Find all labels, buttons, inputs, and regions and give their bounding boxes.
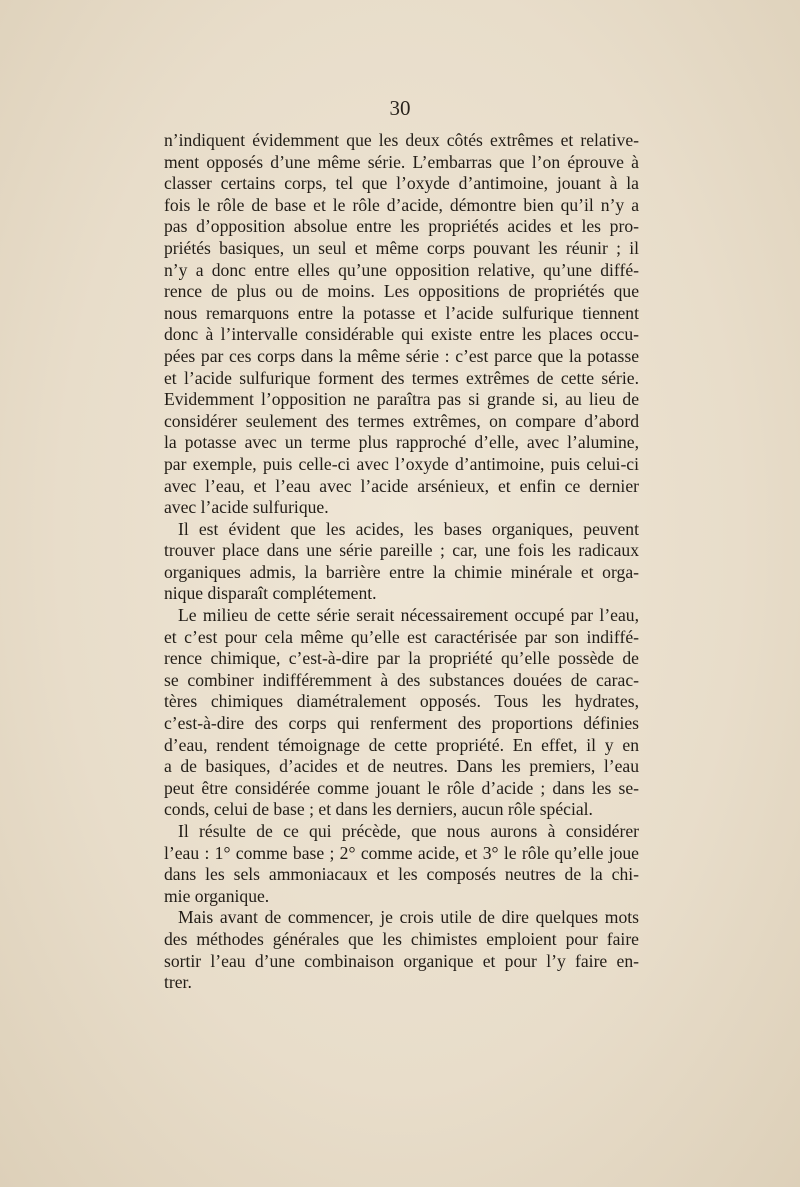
text-line: nique disparaît complétement.: [164, 583, 377, 604]
text-line: rence chimique, c’est-à-dire par la propriété qu’elle possède de: [164, 648, 639, 669]
text-line: pées par ces corps dans la même série : c’est parce que la potasse: [164, 345, 639, 366]
text-line: conds, celui de base ; et dans les derniers, aucun rôle spécial.: [164, 799, 593, 820]
text-line: classer certains corps, tel que l’oxyde d’antimoine, jouant à la: [164, 173, 639, 194]
text-line: trer.: [164, 972, 192, 993]
text-line: ment opposés d’une même série. L’embarras que l’on éprouve à: [164, 151, 639, 172]
text-line: donc à l’intervalle considérable qui existe entre les places occu-: [164, 324, 639, 345]
text-line: priétés basiques, un seul et même corps pouvant les réunir ; il: [164, 237, 639, 258]
text-line: mie organique.: [164, 885, 270, 906]
text-line: tères chimiques diamétralement opposés. Tous les hydrates,: [164, 691, 639, 712]
paragraph: [164, 130, 639, 519]
body-text: [164, 130, 639, 994]
text-line: se combiner indifféremment à des substances douées de carac-: [164, 669, 639, 690]
paragraph: [164, 821, 639, 907]
text-line: rence de plus ou de moins. Les oppositions de propriétés que: [164, 281, 639, 302]
text-line: n’y a donc entre elles qu’une opposition relative, qu’une diffé-: [164, 259, 639, 280]
text-line: d’eau, rendent témoignage de cette propriété. En effet, il y en: [164, 734, 639, 755]
text-line: Mais avant de commencer, je crois utile de dire quelques mots: [178, 907, 639, 928]
text-line: Il résulte de ce qui précède, que nous aurons à considérer: [178, 821, 639, 841]
paragraph: [164, 907, 639, 993]
page-number: 30: [389, 96, 411, 120]
text-line: dans les sels ammoniacaux et les composés neutres de la chi-: [164, 864, 639, 885]
text-line: peut être considérée comme jouant le rôle d’acide ; dans les se-: [164, 777, 639, 798]
text-line: Evidemment l’opposition ne paraîtra pas si grande si, au lieu de: [164, 389, 639, 410]
paragraph: [164, 605, 639, 821]
text-line: n’indiquent évidemment que les deux côtés extrêmes et relative-: [164, 130, 639, 150]
text-line: sortir l’eau d’une combinaison organique et pour l’y faire en-: [164, 950, 639, 971]
text-line: organiques admis, la barrière entre la chimie minérale et orga-: [164, 561, 639, 582]
text-line: l’eau : 1° comme base ; 2° comme acide, et 3° le rôle qu’elle joue: [164, 842, 639, 863]
text-line: Il est évident que les acides, les bases organiques, peuvent: [178, 518, 639, 539]
text-line: des méthodes générales que les chimistes emploient pour faire: [164, 928, 639, 949]
text-line: pas d’opposition absolue entre les propriétés acides et les pro-: [164, 216, 639, 237]
text-line: c’est-à-dire des corps qui renferment des proportions définies: [164, 713, 639, 734]
text-line: et l’acide sulfurique forment des termes extrêmes de cette série.: [164, 367, 639, 388]
text-line: Le milieu de cette série serait nécessairement occupé par l’eau,: [178, 605, 639, 626]
text-line: nous remarquons entre la potasse et l’acide sulfurique tiennent: [164, 302, 639, 323]
text-line: fois le rôle de base et le rôle d’acide, démontre bien qu’il n’y a: [164, 194, 639, 215]
text-line: a de basiques, d’acides et de neutres. Dans les premiers, l’eau: [164, 756, 639, 777]
text-line: trouver place dans une série pareille ; car, une fois les radicaux: [164, 540, 639, 561]
text-line: et c’est pour cela même qu’elle est caractérisée par son indiffé-: [164, 626, 639, 647]
text-line: avec l’acide sulfurique.: [164, 497, 329, 518]
text-line: par exemple, puis celle-ci avec l’oxyde d’antimoine, puis celui-ci: [164, 453, 639, 474]
paragraph: [164, 519, 639, 605]
text-line: considérer seulement des termes extrêmes, on compare d’abord: [164, 410, 639, 431]
text-line: avec l’eau, et l’eau avec l’acide arsénieux, et enfin ce dernier: [164, 475, 639, 496]
text-line: la potasse avec un terme plus rapproché d’elle, avec l’alumine,: [164, 432, 639, 453]
